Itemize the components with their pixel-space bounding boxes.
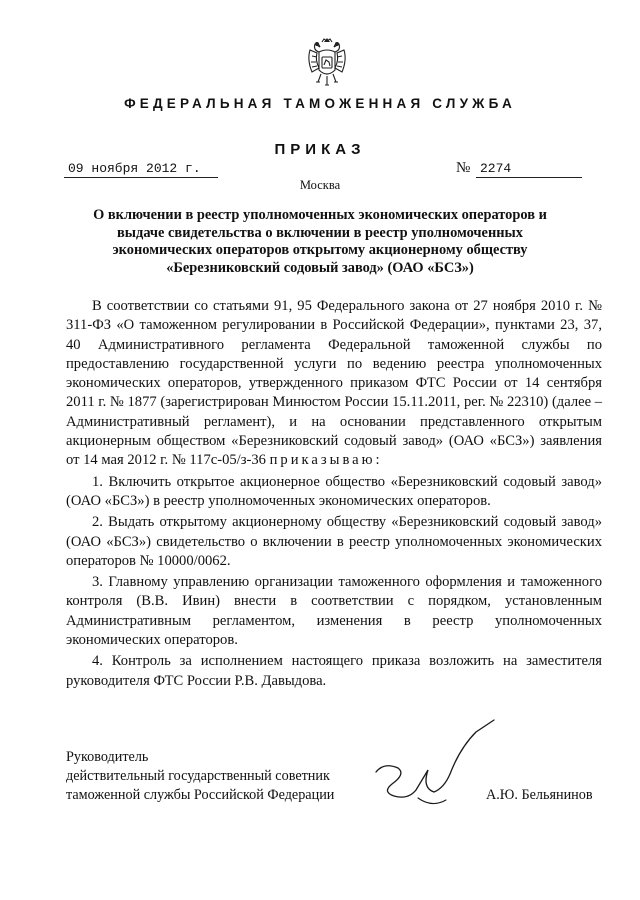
city: Москва bbox=[299, 178, 341, 192]
order-number: 2274 bbox=[476, 160, 582, 178]
order-date: 09 ноября 2012 г. bbox=[64, 160, 218, 178]
order-body bbox=[66, 297, 602, 691]
preamble bbox=[66, 297, 602, 471]
signer-line-3: таможенной службы Российской Федерации bbox=[66, 787, 335, 803]
signer-line-2: действительный государственный советник bbox=[66, 768, 330, 784]
document-title: О включении в реестр уполномоченных экономических операторов и выдаче свидетельства о включении в реестр уполномоченных экономических операторов открытому акционерному обществу «Березниковский содовый завод» (ОАО «БСЗ») bbox=[93, 207, 547, 276]
document-type: ПРИКАЗ bbox=[274, 141, 366, 158]
order-item-4: 4. Контроль за исполнением настоящего приказа возложить на заместителя руководителя ФТС России Р.В. Давыдова. bbox=[66, 653, 602, 689]
order-item-2: 2. Выдать открытому акционерному обществу «Березниковский содовый завод» (ОАО «БСЗ») свидетельство о включении в реестр уполномоченных экономических операторов № 10000/0062. bbox=[66, 514, 602, 569]
preamble-text: В соответствии со статьями 91, 95 Федерального закона от 27 ноября 2010 г. № 311-ФЗ «О таможенном регулировании в Российской Федерации», пунктами 23, 37, 40 Административного регламента Федеральной таможенной службы по предоставлению государственной услуги по ведению реестра уполномоченных экономических операторов, утвержденного приказом ФТС России от 14 сентября 2011 г. № 1877 (зарегистрирован Минюстом России 15.11.2011, рег. № 22310) (далее – Административный регламент), и на основании представленного открытым акционерным обществом «Березниковский содовый завод» (ОАО «БСЗ») заявления от 14 мая 2012 г. № 117с-05/з-36 bbox=[66, 298, 603, 469]
agency-name: ФЕДЕРАЛЬНАЯ ТАМОЖЕННАЯ СЛУЖБА bbox=[124, 96, 516, 111]
signer-line-1: Руководитель bbox=[66, 749, 149, 765]
russian-coat-of-arms-icon bbox=[306, 38, 348, 90]
order-item-3: 3. Главному управлению организации таможенного оформления и таможенного контроля (В.В. Ивин) внести в соответствии с порядком, установленным Административным регламентом, изменения в реестр уполномоченных экономических операторов. bbox=[66, 574, 602, 649]
order-item-1: 1. Включить открытое акционерное общество «Березниковский содовый завод» (ОАО «БСЗ») в реестр уполномоченных экономических операторов. bbox=[66, 473, 602, 509]
signer-name: А.Ю. Бельянинов bbox=[486, 787, 593, 803]
signer-position bbox=[66, 748, 334, 805]
number-sign: № bbox=[456, 160, 471, 176]
order-command: приказываю: bbox=[269, 452, 383, 469]
